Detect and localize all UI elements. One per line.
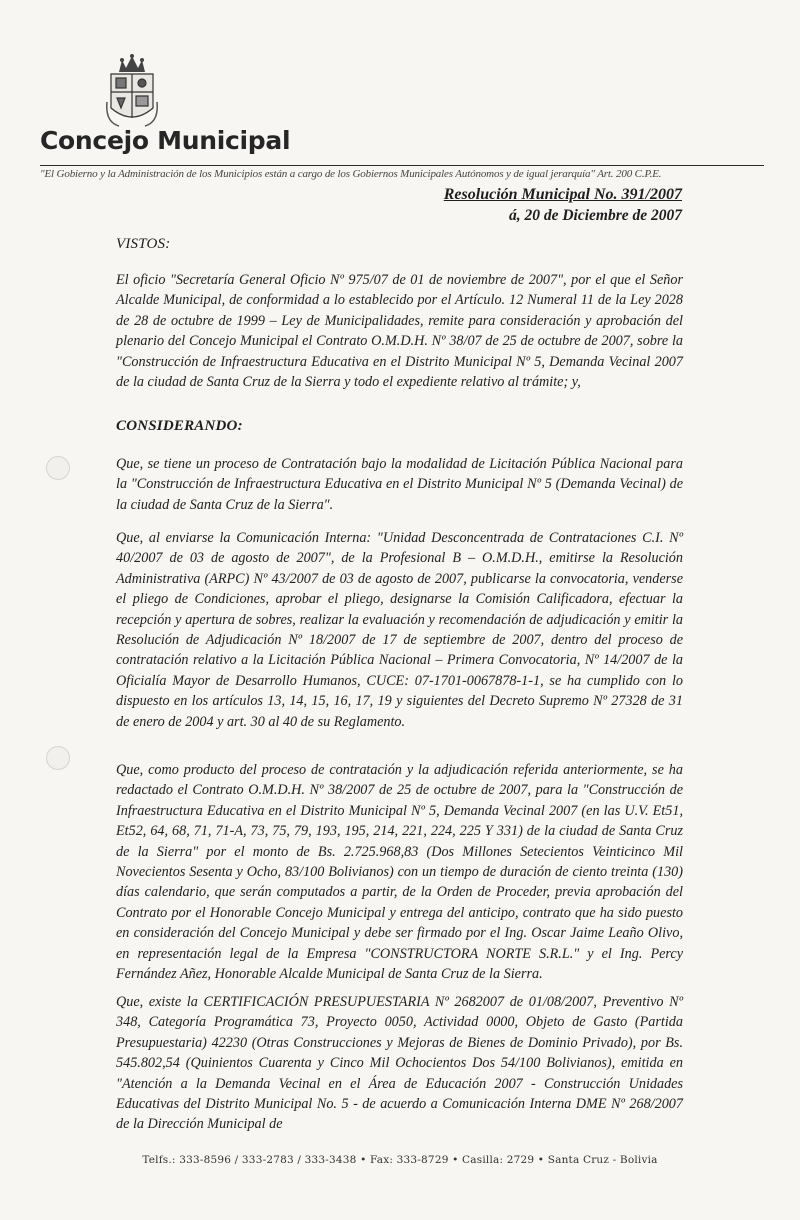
vistos-heading: VISTOS:: [116, 236, 171, 252]
header-motto: "El Gobierno y la Administración de los Municipios están a cargo de los Gobiernos Municipales Autónomos y de igual jerarquía" Art. 200 C.P.E.: [40, 165, 764, 180]
considerando-paragraph-3: Que, como producto del proceso de contratación y la adjudicación referida anteriormente, se ha redactado el Contrato O.M.D.H. Nº 38/2007 de 25 de octubre de 2007, para la "Construcción de Infraestructura Educativa en el Distrito Municipal Nº 5, Demanda Vecinal 2007 (en las U.V. Et51, Et52, 64, 68, 71, 71-A, 73, 75, 79, 193, 195, 214, 221, 224, 225 Y 331) de la ciudad de Santa Cruz de la Sierra" por el monto de Bs. 2.725.968,83 (Dos Millones Setecientos Veinticinco Mil Novecientos Sesenta y Ocho, 83/100 Bolivianos) con un tiempo de duración de ciento treinta (130) días calendario, que serán computados a partir, de la Orden de Proceder, previa aprobación del Contrato por el Honorable Concejo Municipal y entrega del anticipo, contrato que ha sido puesto en consideración del Concejo Municipal y debe ser firmado por el Ing. Oscar Jaime Leaño Olivo, en representación legal de la Empresa "CONSTRUCTORA NORTE S.R.L." y el Ing. Percy Fernández Añez, Honorable Alcalde Municipal de Santa Cruz de la Sierra.: [116, 762, 683, 983]
resolution-title: Resolución Municipal No. 391/2007: [443, 186, 682, 203]
punch-hole: [46, 746, 70, 770]
vistos-paragraph: El oficio "Secretaría General Oficio Nº 975/07 de 01 de noviembre de 2007", por el que el Señor Alcalde Municipal, de conformidad a lo establecido por el Artículo. 12 Numeral 11 de la Ley 2028 de 28 de octubre de 1999 – Ley de Municipalidades, remite para consideración y aprobación del plenario del Concejo Municipal el Contrato O.M.D.H. Nº 38/07 de 25 de octubre de 2007, sobre la "Construcción de Infraestructura Educativa en el Distrito Municipal Nº 5, Demanda Vecinal 2007 de la ciudad de Santa Cruz de la Sierra y todo el expediente relativo al trámite; y,: [116, 272, 683, 391]
resolution-date: á, 20 de Diciembre de 2007: [508, 207, 682, 224]
considerando-heading: CONSIDERANDO:: [116, 418, 243, 434]
footer-contact: Telfs.: 333-8596 / 333-2783 / 333-3438 • Fax: 333-8729 • Casilla: 2729 • Santa Cruz - Bolivia: [142, 1154, 658, 1166]
organization-title: Concejo Municipal: [40, 126, 291, 155]
coat-of-arms-icon: [105, 52, 159, 132]
considerando-paragraph-2: Que, al enviarse la Comunicación Interna: "Unidad Desconcentrada de Contrataciones C.I. Nº 40/2007 de 03 de agosto de 2007", de la Profesional B – O.M.D.H., emitirse la Resolución Administrativa (ARPC) Nº 43/2007 de 03 de agosto de 2007, publicarse la convocatoria, venderse el pliego de Condiciones, aprobar el pliego, designarse la Comisión Calificadora, efectuar la recepción y apertura de sobres, realizar la evaluación y recomendación de adjudicación y emitir la Resolución de Adjudicación Nº 18/2007 de 17 de septiembre de 2007, dentro del proceso de contratación relativo a la Licitación Pública Nacional – Primera Convocatoria, Nº 14/2007 de la Oficialía Mayor de Desarrollo Humanos, CUCE: 07-1701-0067878-1-1, se ha cumplido con lo dispuesto en los artículos 13, 14, 15, 16, 17, 19 y siguientes del Decreto Supremo Nº 27328 de 31 de enero de 2004 y art. 30 al 40 de su Reglamento.: [116, 530, 683, 730]
considerando-paragraph-4: Que, existe la CERTIFICACIÓN PRESUPUESTARIA Nº 2682007 de 01/08/2007, Preventivo Nº 348, Categoría Programática 73, Proyecto 0050, Actividad 0000, Objeto de Gasto (Partida Presupuestaria) 42230 (Otras Construcciones y Mejoras de Bienes de Dominio Privado), por Bs. 545.802,54 (Quinientos Cuarenta y Cinco Mil Ochocientos Dos 54/100 Bolivianos), emitida en "Atención a la Demanda Vecinal en el Área de Educación 2007 - Construcción Unidades Educativas del Distrito Municipal No. 5 - de acuerdo a Comunicación Interna DME Nº 268/2007 de la Dirección Municipal de: [116, 994, 683, 1133]
considerando-paragraph-1: Que, se tiene un proceso de Contratación bajo la modalidad de Licitación Pública Nacional para la "Construcción de Infraestructura Educativa en el Distrito Municipal Nº 5 (Demanda Vecinal) de la ciudad de Santa Cruz de la Sierra".: [116, 456, 683, 513]
punch-hole: [46, 456, 70, 480]
